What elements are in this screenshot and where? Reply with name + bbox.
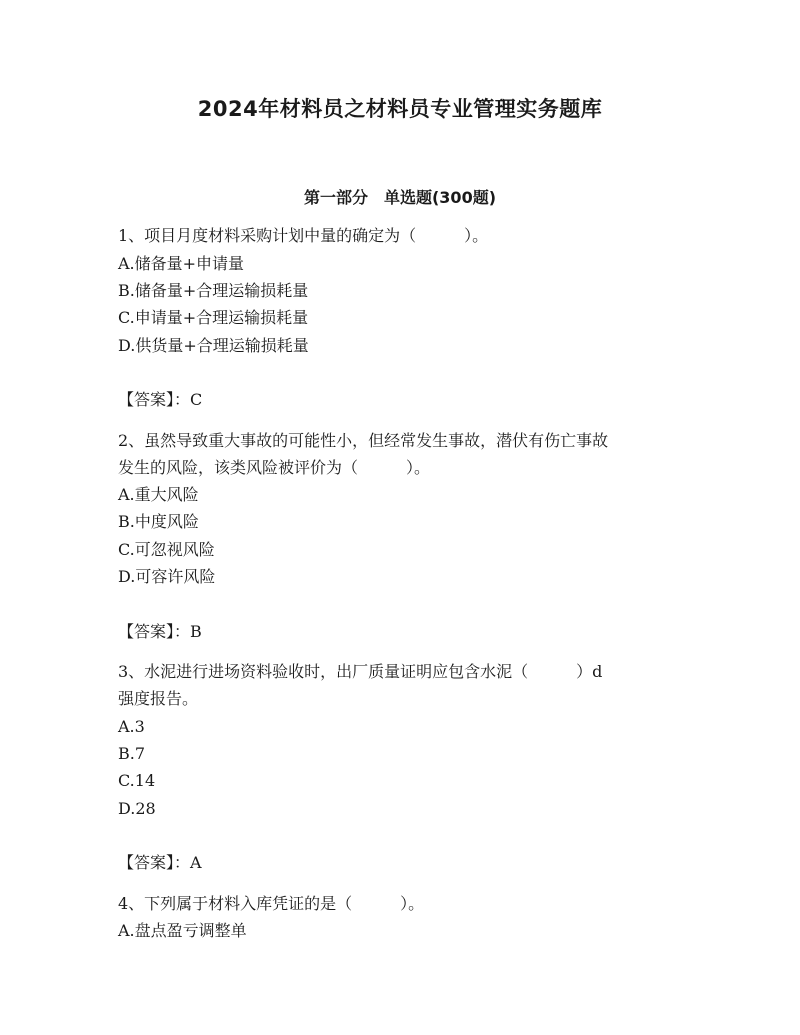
question-3-stem-line-1: 3、水泥进行进场资料验收时，出厂质量证明应包含水泥（ ）d [118,662,603,681]
question-3-option-d: D.28 [118,799,156,818]
question-2-stem-line-1: 2、虽然导致重大事故的可能性小，但经常发生事故，潜伏有伤亡事故 [118,431,609,450]
question-2-stem-line-2: 发生的风险，该类风险被评价为（ ）。 [118,458,431,477]
question-3-stem-line-2: 强度报告。 [118,689,199,708]
question-4-stem: 4、下列属于材料入库凭证的是（ ）。 [118,894,425,913]
document-title: 2024年材料员之材料员专业管理实务题库 [197,97,603,121]
question-2-option-a: A.重大风险 [118,485,199,504]
question-2-option-d: D.可容许风险 [118,567,216,586]
question-1-option-c: C.申请量+合理运输损耗量 [118,308,309,327]
question-2-option-b: B.中度风险 [118,512,199,531]
question-2-option-c: C.可忽视风险 [118,540,215,559]
question-3-option-a: A.3 [118,717,145,736]
question-3-option-c: C.14 [118,771,156,790]
question-3-option-b: B.7 [118,744,146,763]
question-3-answer: 【答案】：A [118,853,202,872]
question-1-option-a: A.储备量+申请量 [118,254,245,273]
question-2-answer: 【答案】：B [118,622,202,641]
question-1-stem: 1、项目月度材料采购计划中量的确定为（ ）。 [118,226,489,245]
question-1-option-b: B.储备量+合理运输损耗量 [118,281,309,300]
question-1-answer: 【答案】：C [118,390,203,409]
section-title: 第一部分 单选题(300题) [303,188,497,207]
question-4-option-a: A.盘点盈亏调整单 [118,921,247,940]
question-1-option-d: D.供货量+合理运输损耗量 [118,336,309,355]
